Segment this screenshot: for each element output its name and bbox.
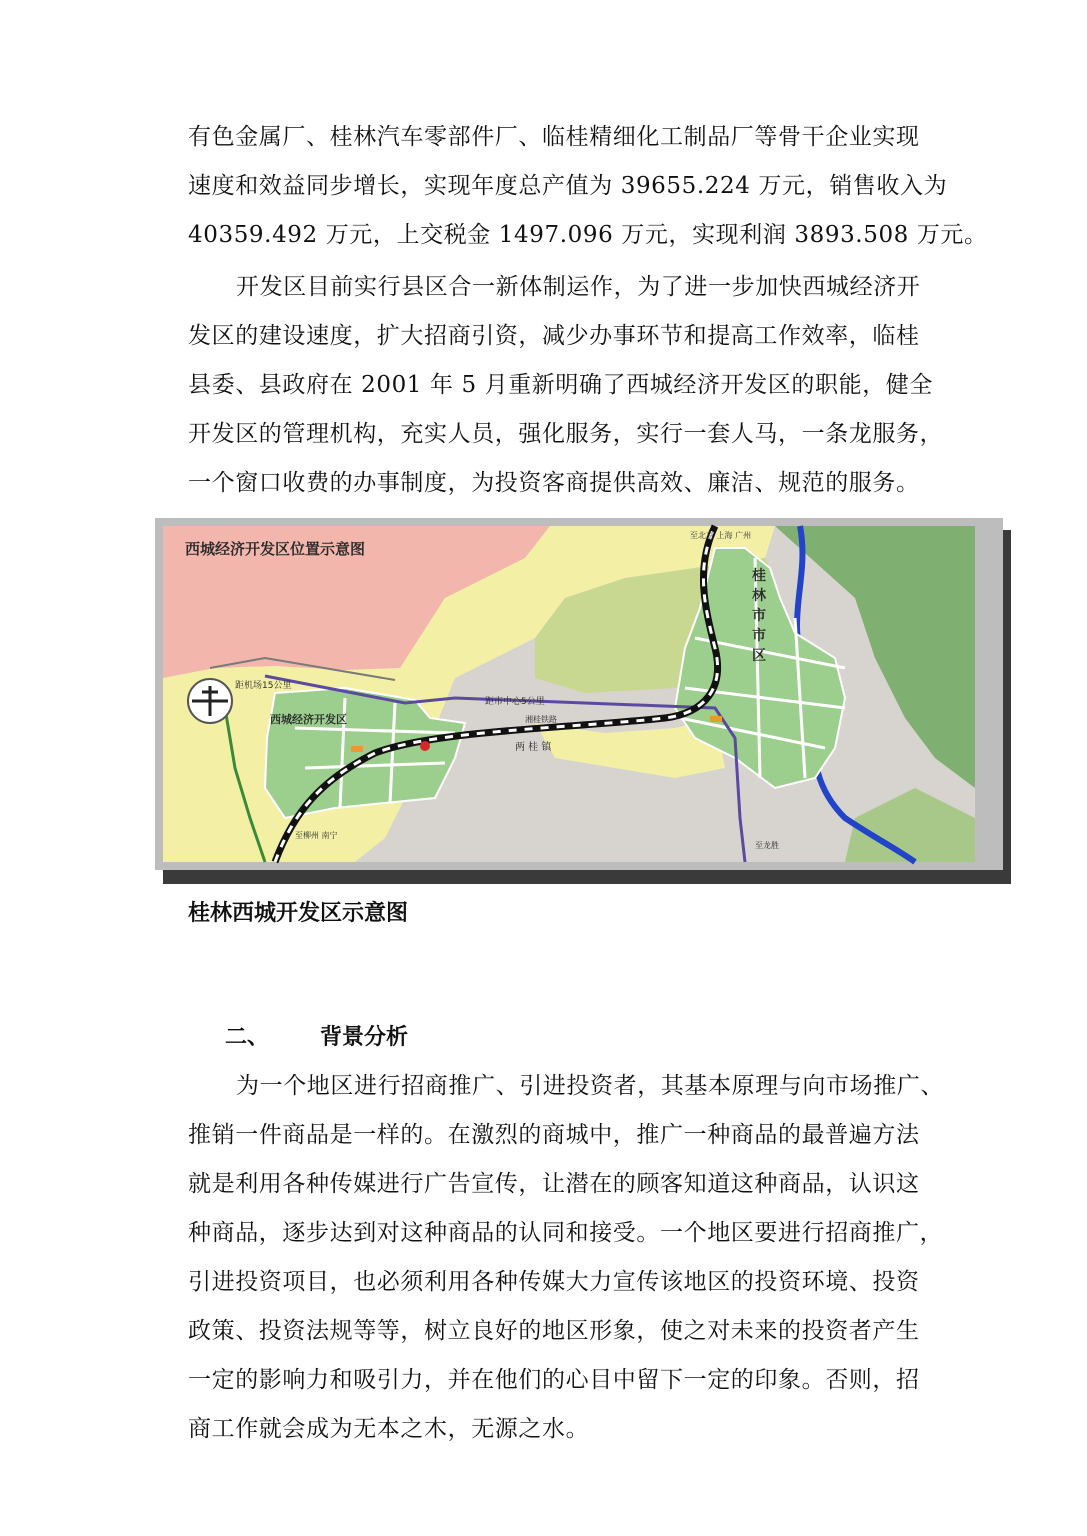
paragraph-line: 有色金属厂、桂林汽车零部件厂、临桂精细化工制品厂等骨干企业实现 (188, 124, 920, 150)
paragraph-line: 开发区目前实行县区合一新体制运作，为了进一步加快西城经济开 (236, 274, 921, 300)
paragraph-line: 商工作就会成为无本之木，无源之水。 (188, 1416, 590, 1442)
paragraph-1 (188, 113, 988, 260)
map-city-char: 区 (752, 648, 766, 664)
paragraph-line: 一个窗口收费的办事制度，为投资客商提供高效、廉洁、规范的服务。 (188, 470, 920, 496)
paragraph-line: 速度和效益同步增长，实现年度总产值为 39655.224 万元，销售收入为 (188, 173, 948, 199)
paragraph-line: 县委、县政府在 2001 年 5 月重新明确了西城经济开发区的职能，健全 (188, 372, 934, 398)
section-number: 二、 (225, 1025, 270, 1050)
map-title: 西城经济开发区位置示意图 (185, 540, 366, 558)
map-route-south: 至柳州 南宁 (295, 831, 338, 840)
map-airport-distance: 距机场15公里 (235, 681, 292, 691)
map-city-char: 市 (752, 608, 766, 624)
paragraph-line: 种商品，逐步达到对这种商品的认同和接受。一个地区要进行招商推广， (188, 1220, 944, 1246)
paragraph-line: 政策、投资法规等等，树立良好的地区形象，使之对未来的投资者产生 (188, 1318, 920, 1344)
location-map (155, 518, 1011, 884)
paragraph-line: 引进投资项目，也必须利用各种传媒大力宣传该地区的投资环境、投资 (188, 1269, 920, 1295)
paragraph-line: 发区的建设速度，扩大招商引资，减少办事环节和提高工作效率，临桂 (188, 323, 920, 349)
map-city-label (752, 567, 767, 664)
map-city-char: 市 (752, 628, 766, 644)
paragraph-3 (188, 1062, 958, 1454)
figure-caption: 桂林西城开发区示意图 (188, 901, 409, 926)
paragraph-line: 推销一件商品是一样的。在激烈的商城中，推广一种商品的最普遍方法 (188, 1122, 920, 1148)
map-city-distance: 距市中心5公里 (485, 697, 545, 707)
section-heading (225, 1020, 408, 1051)
paragraph-line: 为一个地区进行招商推广、引进投资者，其基本原理与向市场推广、 (236, 1073, 944, 1099)
paragraph-line: 开发区的管理机构，充实人员，强化服务，实行一套人马，一条龙服务， (188, 421, 944, 447)
map-route-top: 至北京 上海 广州 (690, 531, 752, 540)
map-route-west: 至龙胜 (755, 841, 779, 850)
map-city-char: 林 (752, 588, 766, 604)
map-city-char: 桂 (752, 568, 766, 584)
map-rail-label: 湘桂铁路 (525, 715, 557, 724)
map-zone-label: 西城经济开发区 (270, 713, 347, 726)
paragraph-line: 一定的影响力和吸引力，并在他们的心目中留下一定的印象。否则，招 (188, 1367, 920, 1393)
paragraph-line: 就是利用各种传媒进行广告宣传，让潜在的顾客知道这种商品，认识这 (188, 1171, 920, 1197)
paragraph-2 (188, 263, 958, 508)
section-title: 背景分析 (320, 1025, 409, 1050)
paragraph-line: 40359.492 万元，上交税金 1497.096 万元，实现利润 3893.508 万元。 (188, 222, 988, 248)
map-county-label: 两 桂 镇 (515, 742, 552, 753)
